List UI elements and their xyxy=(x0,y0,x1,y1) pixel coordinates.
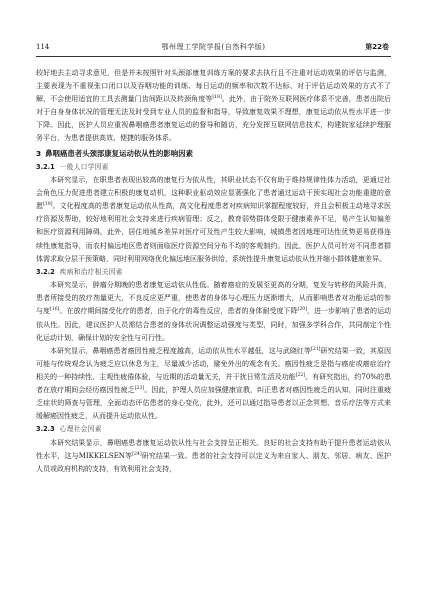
paragraph-text: 。文化程度高的患者康复运动依从性高，高文化程度患者对疾病知识掌握程度较好，并且会积极主动地寻求医疗资源及帮助，较好地利用社会支持来进行疾病管理；反之，教育弱势群体受限于健康素养不足，易产生认知偏差和医疗资源利用障碍。此外，居住地城乡差异对医疗可及性产生较大影响，城镇患者因地理可达性优势更易获得连续性康复指导，而农村偏远地区患者则面临医疗资源空间分布不均的客观制约。因此，医护人员可针对不同患者群体需求取分层干预策略，同时利用网络优化偏远地区服务供给，系统性提升康复运动依从性并缩小群体健康差异。 xyxy=(36,202,392,263)
paragraph-text: 研究结果一致，其原因可能与传统观念认为疲乏应以休息为主，尽量减少活动，避免外出的观念有关。癌因性疲乏是指与癌症或癌症治疗相关的一种持续性、主观性疲倦体验，与近期的活动量无关，并干扰日常生活及功能 xyxy=(36,346,392,381)
citation: [16] xyxy=(50,307,60,313)
paragraph-text: 。有研究指出，约70%的患者在放疗期间会经历癌因性疲乏 xyxy=(36,372,392,394)
paragraph-text: 。此外，由于院外互联网医疗体系不完善，患者出院后对于自身身体状况的管理无法及时受到专业人员的监督和指导，导致康复效果不理想，康复运动依从性水平进一步下降。因此，医护人员应重视鼻咽癌患者康复运动的督导和随访，充分发挥互联网信息技术，构建院家延续护理服务平台，为患者提供高效、便捷的服务体系。 xyxy=(36,95,392,143)
paragraph-text: 本研究显示，肿瘤分期晚的患者康复运动依从性低。随着癌症的发展至更高的分期，复发与转移的风险升高，患者所接受的放疗剂量更大，不良反应更严重，使患者的身体与心理压力逐渐增大，从而影响患者对功能运动的参与度 xyxy=(36,281,391,316)
citation: [24] xyxy=(132,451,142,457)
subsection-heading xyxy=(36,266,391,280)
subsection-number: 3.2.3 xyxy=(36,425,55,434)
section-heading xyxy=(36,147,391,161)
running-header xyxy=(0,40,427,54)
section-number: 3 xyxy=(36,148,42,158)
page-number: 114 xyxy=(36,43,50,51)
paragraph-text: ，进一步影响了患者的运动依从性。因此，建议医护人员需结合患者的身体状况调整运动强度与类型，同时，加强多学科合作，共同制定个性化运动计划，确保计划的安全性与可行性。 xyxy=(36,307,392,342)
paragraph-text: 研究结果一致。患者的社会支持可以定义为来自家人、朋友、邻居、病友、医护人员或政府机构的支持，有效利用社会支持， xyxy=(36,451,391,473)
section-title: 鼻咽癌患者头颈部康复运动依从性的影响因素 xyxy=(45,148,193,158)
paragraph-text: 。在放疗期间接受化疗的患者，由于化疗的毒性反应，患者的身体耐受度下降 xyxy=(59,307,298,316)
citation: [20] xyxy=(297,307,307,313)
paragraph-text: 。因此，护理人员应加强健康宣教，纠正患者对癌因性疲乏的认知，同时注重疲乏症状的筛查与管理，全面动态评估患者的身心变化，此外，还可以通过指导患者以正念冥想、音乐疗法等方式来缓解癌因性疲乏，从而提升运动依从性。 xyxy=(36,385,392,421)
paragraph-text: 较好地去主动寻求意见，但是并未按照针对头颈部康复训练方案的要求去执行且不注重对运动效果的评估与监测，主要表现为不重视张口闭口以及吞咽功能的训练、每日运动的频率和次数不达标、对于评估运动效果的方式不了解，不会使用适宜的工具去测量门齿间距以及转颈角度等 xyxy=(36,69,391,104)
subsection-title: 疾病和治疗相关因素 xyxy=(59,267,123,276)
paragraph xyxy=(36,437,391,476)
citation: [22] xyxy=(295,372,306,378)
subsection-number: 3.2.2 xyxy=(36,267,55,276)
paragraph-text: 本研究显示，鼻咽癌患者癌因性疲乏程度越高，运动依从性水平越低，这与武晓红等 xyxy=(50,346,312,355)
paragraph xyxy=(36,345,391,424)
paragraph-text: 本研究显示，在职患者表现出较高的康复行为依从性，其职业状态不仅有助于维持规律性体力活动，更通过社会角色压力促进患者建立积极的康复动机，这种职业驱动效应显著强化了患者通过运动干预实现社会功能重建的意愿 xyxy=(36,176,391,211)
paragraph xyxy=(36,279,391,344)
citation: [19] xyxy=(43,202,53,208)
paragraph-text: 本研究结果显示，鼻咽癌患者康复运动依从性与社会支持呈正相关。良好的社会支持有助于提升患者运动依从性水平，这与MIKKELSEN等 xyxy=(36,438,391,460)
header-rule xyxy=(36,56,391,57)
citation: [18] xyxy=(212,95,222,101)
subsection-heading xyxy=(36,161,391,175)
paragraph xyxy=(36,174,391,266)
paragraph-continued xyxy=(36,67,391,146)
subsection-number: 3.2.1 xyxy=(36,162,55,171)
citation: [23] xyxy=(134,385,145,391)
journal-name: 鄂州理工学院学报(自然科学版) xyxy=(161,43,266,51)
citation: [21] xyxy=(311,346,321,352)
volume-label: 第22卷 xyxy=(365,43,389,51)
article-body xyxy=(36,67,391,476)
subsection-heading xyxy=(36,423,391,437)
subsection-title: 心理社会因素 xyxy=(59,425,102,434)
subsection-title: 一般人口学因素 xyxy=(59,162,109,171)
